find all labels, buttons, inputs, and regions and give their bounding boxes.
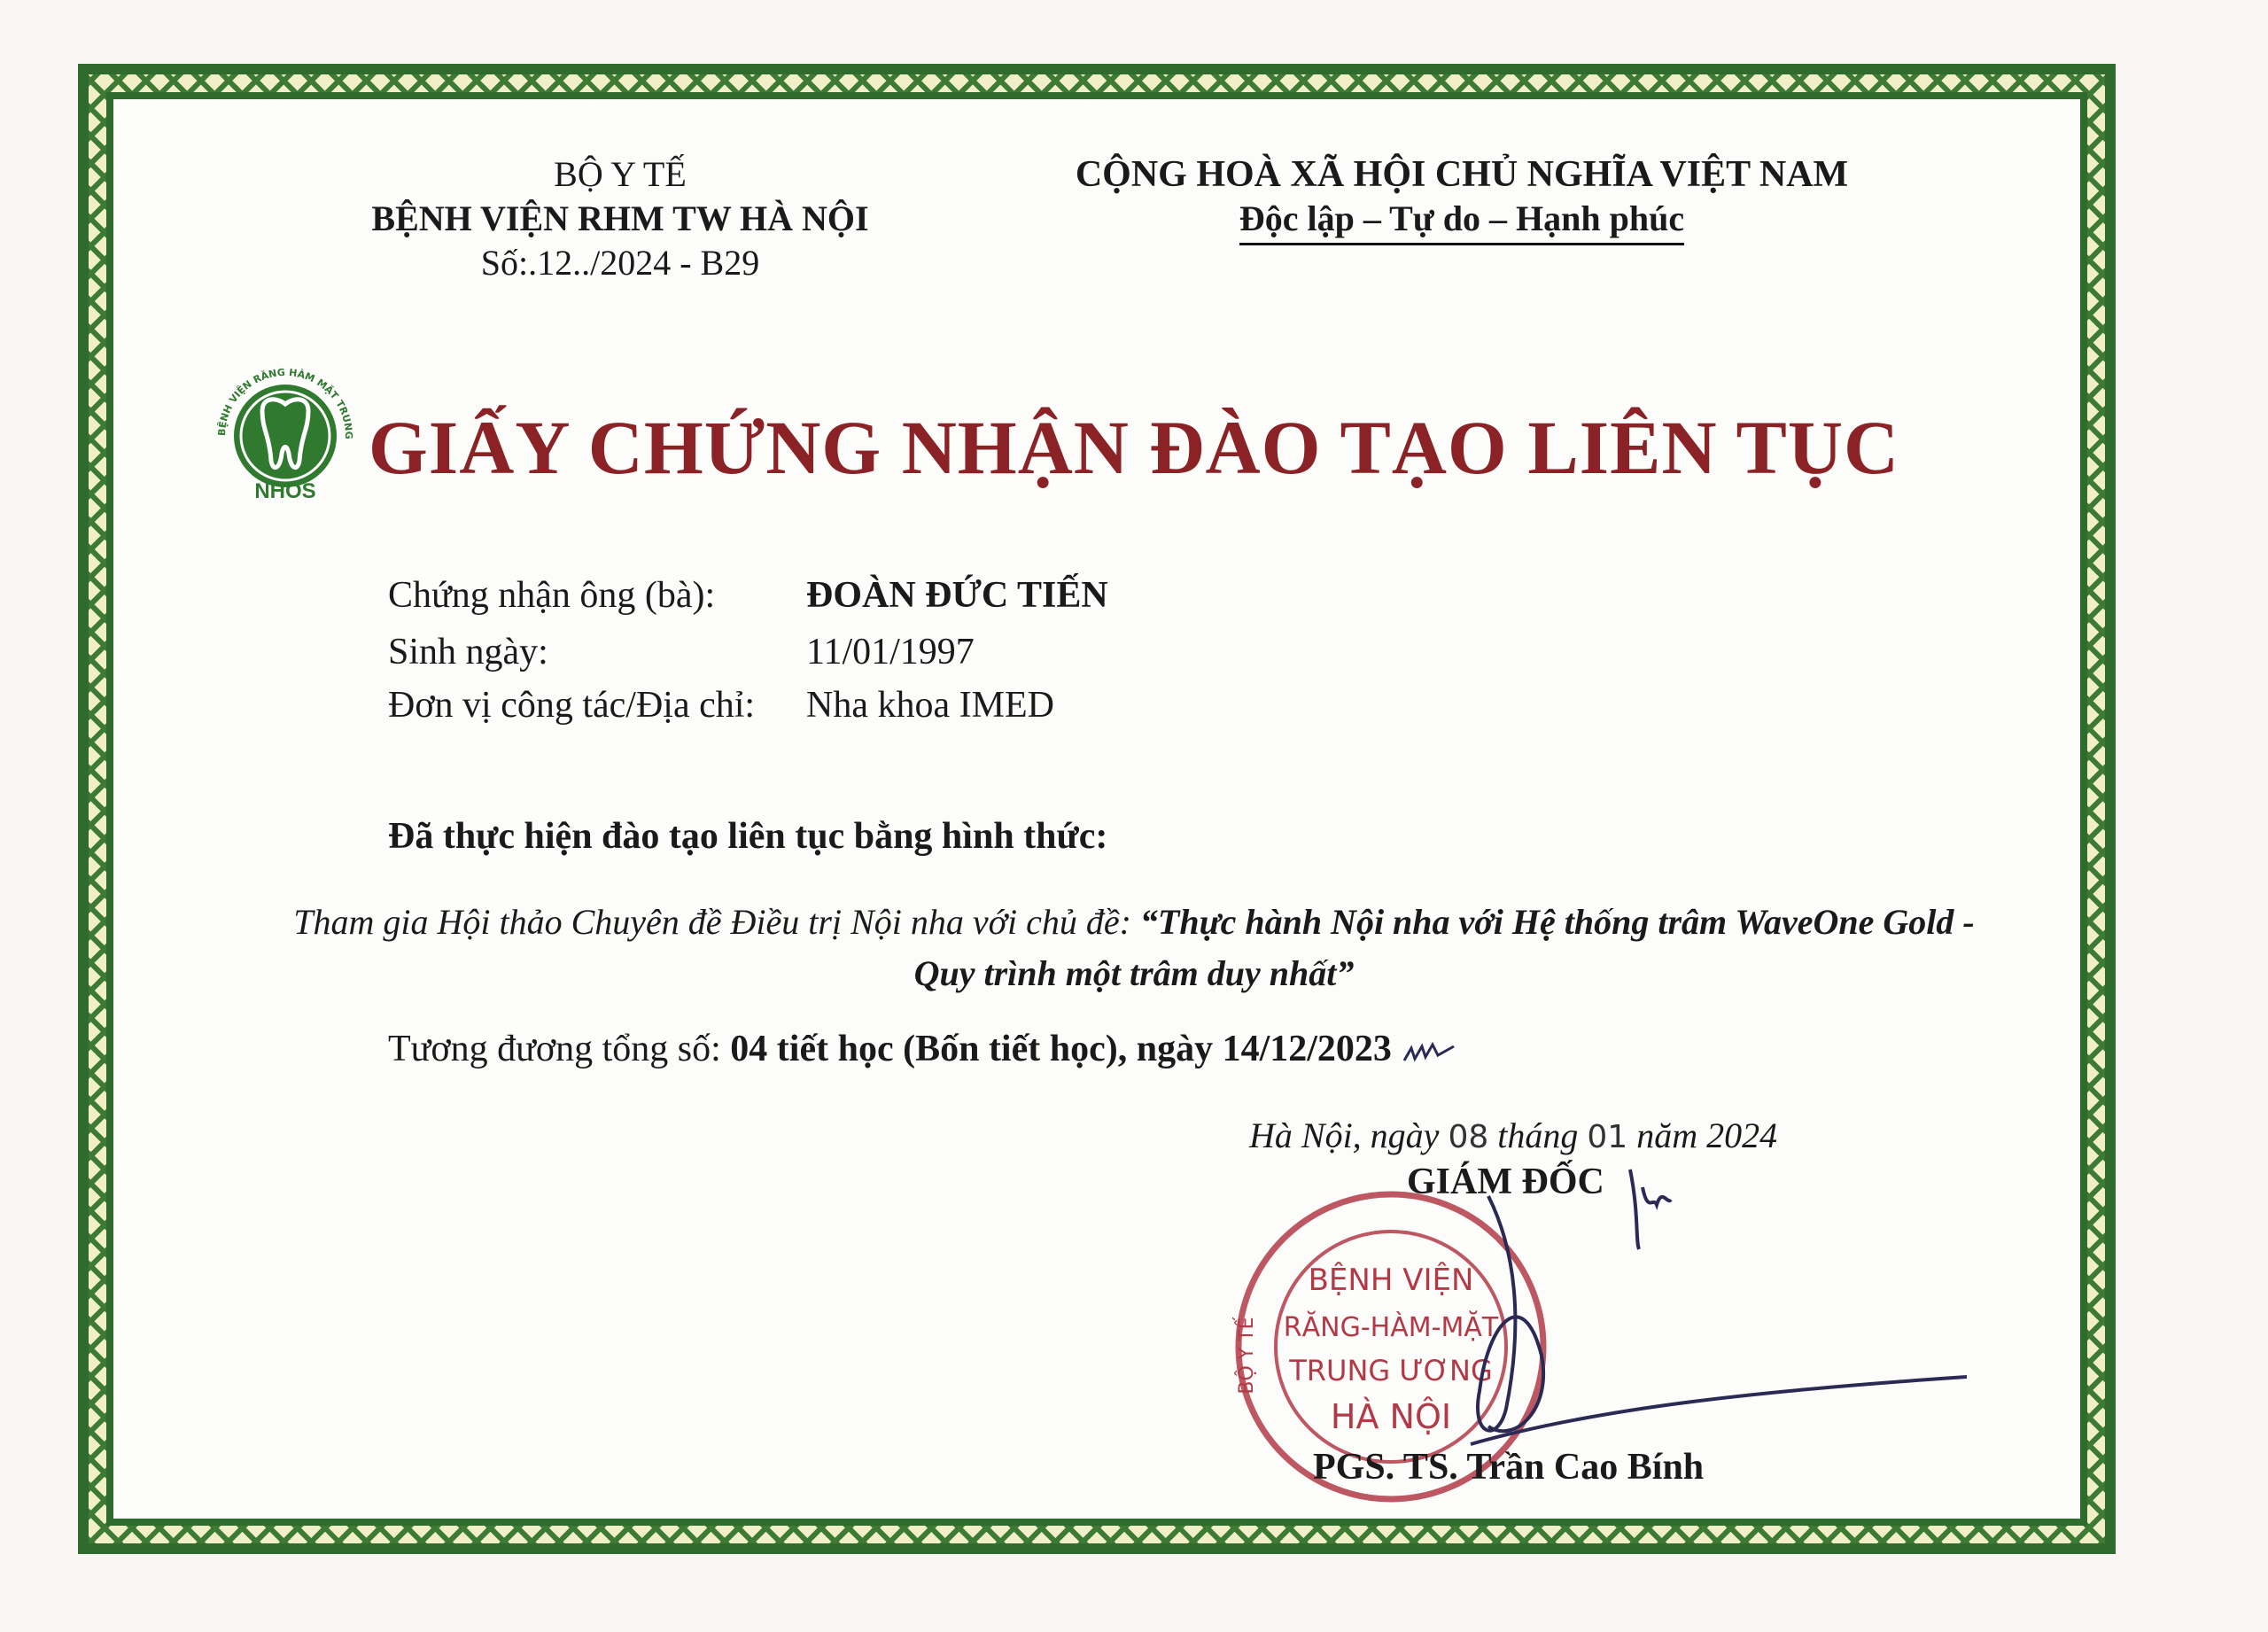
training-content [266, 897, 2002, 999]
equivalent-hours [388, 1028, 1463, 1070]
date-month-word: tháng [1488, 1115, 1588, 1155]
content-intro: Tham gia Hội thảo Chuyên đề Điều trị Nội nha với chủ đề: [293, 902, 1140, 942]
dob-label: Sinh ngày: [388, 632, 548, 672]
unit-label: Đơn vị công tác/Địa chỉ: [388, 685, 756, 726]
stamp-line-1: BỆNH VIỆN [1308, 1263, 1474, 1298]
recipient-name: ĐOÀN ĐỨC TIẾN [806, 575, 1108, 616]
equivalent-value: 04 tiết học (Bốn tiết học), ngày 14/12/2023 [730, 1029, 1392, 1069]
issuer-header [266, 152, 975, 285]
initials-mark [1401, 1034, 1463, 1069]
signer-name: PGS. TS. Trần Cao Bính [1313, 1447, 1705, 1488]
hospital-name: BỆNH VIỆN RHM TW HÀ NỘI [371, 198, 869, 238]
national-motto: Độc lập – Tự do – Hạnh phúc [1239, 197, 1684, 245]
equivalent-prefix: Tương đương tổng số: [388, 1029, 731, 1069]
national-header [1037, 152, 1887, 245]
training-form-heading: Đã thực hiện đào tạo liên tục bằng hình thức: [388, 816, 1108, 857]
certificate-title: GIẤY CHỨNG NHẬN ĐÀO TẠO LIÊN TỤC [368, 405, 1900, 490]
stamp-line-3: TRUNG ƯƠNG [1289, 1354, 1493, 1387]
logo-abbreviation: NHOS [254, 479, 316, 503]
unit-value: Nha khoa IMED [806, 685, 1054, 726]
dob-value: 11/01/1997 [806, 632, 975, 672]
date-month: 01 [1587, 1119, 1628, 1155]
date-place: Hà Nội, ngày [1249, 1115, 1449, 1155]
certify-label: Chứng nhận ông (bà): [388, 575, 716, 616]
director-title: GIÁM ĐỐC [1407, 1162, 1604, 1202]
stamp-line-4: HÀ NỘI [1330, 1397, 1452, 1436]
date-year: năm 2024 [1627, 1115, 1778, 1155]
director-signature [1223, 1143, 1984, 1462]
country-name: CỘNG HOÀ XÃ HỘI CHỦ NGHĨA VIỆT NAM [1075, 154, 1849, 195]
document-number: Số:.12../2024 - B29 [480, 243, 760, 283]
content-topic: “Thực hành Nội nha với Hệ thống trâm WaveOne Gold - Quy trình một trâm duy nhất” [913, 902, 1975, 993]
ministry-name: BỘ Y TẾ [554, 154, 687, 194]
stamp-line-2: RĂNG-HÀM-MẶT [1283, 1312, 1499, 1343]
stamp-ring-text: BỘ Y TẾ [1236, 1317, 1258, 1395]
date-day: 08 [1448, 1119, 1489, 1155]
logo-arc-text: BỆNH VIỆN RĂNG HÀM MẶT TRUNG [215, 366, 355, 439]
